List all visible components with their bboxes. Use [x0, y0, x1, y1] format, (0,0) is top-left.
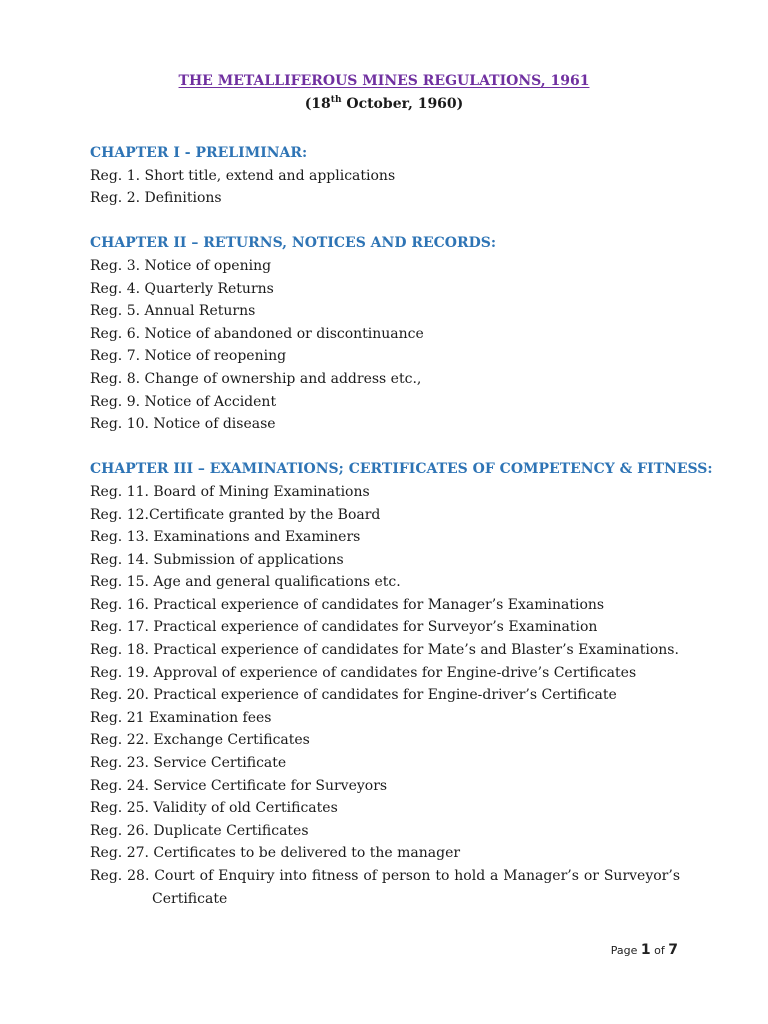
regulation-item: Reg. 12.Certificate granted by the Board [90, 506, 381, 523]
of-label: of [654, 944, 665, 957]
regulation-item: Reg. 14. Submission of applications [90, 551, 344, 568]
date-suffix: October, 1960) [341, 96, 464, 112]
regulation-item: Reg. 13. Examinations and Examiners [90, 529, 361, 546]
regulation-item: Reg. 18. Practical experience of candidates for Mate’s and Blaster’s Examinations. [90, 642, 679, 659]
chapter-heading: CHAPTER II – RETURNS, NOTICES AND RECORDS: [90, 235, 497, 252]
regulation-item: Reg. 21 Examination fees [90, 709, 272, 726]
page-label: Page [610, 944, 638, 957]
regulation-item: Reg. 5. Annual Returns [90, 303, 256, 320]
regulation-item: Reg. 17. Practical experience of candidates for Surveyor’s Examination [90, 619, 598, 636]
regulation-item: Reg. 2. Definitions [90, 190, 222, 207]
date-superscript: th [330, 95, 342, 105]
regulation-item: Reg. 28. Court of Enquiry into fitness of person to hold a Manager’s or Surveyor’s Certificate [90, 868, 680, 907]
regulation-item: Reg. 20. Practical experience of candidates for Engine-driver’s Certificate [90, 687, 617, 704]
regulation-item: Reg. 11. Board of Mining Examinations [90, 483, 370, 500]
regulation-item: Reg. 25. Validity of old Certificates [90, 800, 338, 817]
page-total: 7 [668, 942, 678, 958]
chapter-heading: CHAPTER III – EXAMINATIONS; CERTIFICATES OF COMPETENCY & FITNESS: [90, 461, 713, 478]
regulation-item: Reg. 3. Notice of opening [90, 257, 272, 274]
regulation-item: Reg. 27. Certificates to be delivered to the manager [90, 845, 461, 862]
date-prefix: (18 [304, 96, 331, 112]
chapter-section [90, 142, 680, 210]
document-title: THE METALLIFEROUS MINES REGULATIONS, 1961 [178, 73, 590, 89]
regulation-item: Reg. 19. Approval of experience of candidates for Engine-drive’s Certificates [90, 664, 637, 681]
regulation-item: Reg. 1. Short title, extend and applications [90, 167, 396, 184]
chapter-section [90, 458, 713, 910]
page-footer [611, 942, 678, 958]
document-date [0, 96, 768, 112]
regulation-item: Reg. 7. Notice of reopening [90, 348, 287, 365]
regulation-item: Reg. 8. Change of ownership and address etc., [90, 370, 422, 387]
page-number: 1 [640, 942, 651, 958]
regulation-item: Reg. 15. Age and general qualifications etc. [90, 574, 401, 591]
table-of-contents [90, 142, 713, 933]
regulation-item: Reg. 9. Notice of Accident [90, 393, 277, 410]
regulation-item: Reg. 4. Quarterly Returns [90, 280, 274, 297]
chapter-heading: CHAPTER I - PRELIMINAR: [90, 145, 308, 161]
regulation-item: Reg. 16. Practical experience of candidates for Manager’s Examinations [90, 596, 605, 613]
regulation-item: Reg. 22. Exchange Certificates [90, 732, 310, 749]
regulation-item: Reg. 23. Service Certificate [90, 755, 287, 772]
regulation-item: Reg. 24. Service Certificate for Surveyors [90, 777, 388, 794]
regulation-item: Reg. 6. Notice of abandoned or discontinuance [90, 325, 424, 342]
regulation-item: Reg. 26. Duplicate Certificates [90, 822, 309, 839]
regulation-item: Reg. 10. Notice of disease [90, 416, 276, 433]
chapter-section [90, 232, 680, 435]
